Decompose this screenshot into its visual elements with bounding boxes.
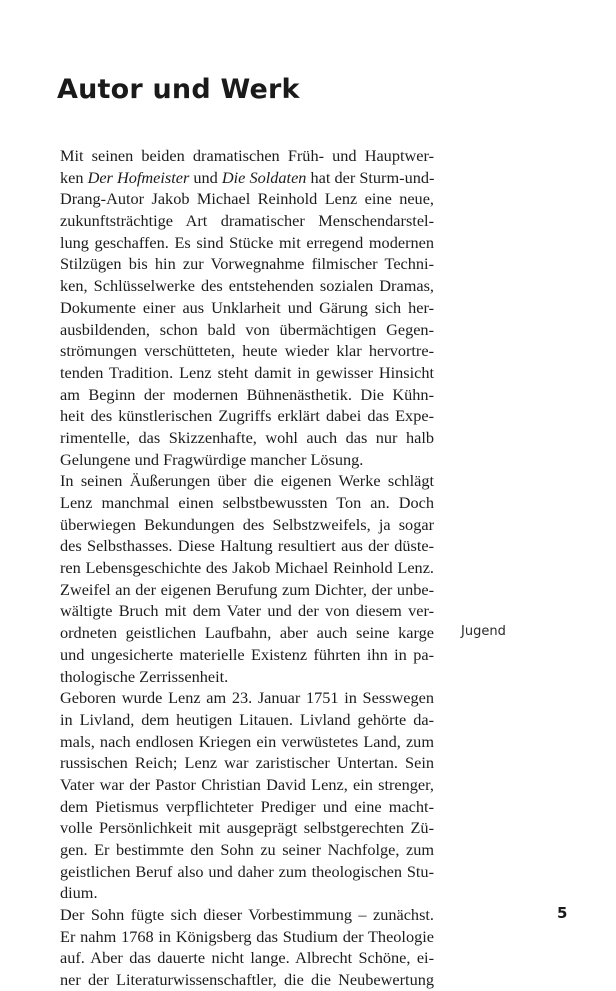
text-line: und ungesicherte materielle Existenz führten ihn in pa- (60, 644, 434, 664)
text-line: Er nahm 1768 in Königsberg das Studium der Theologie (60, 926, 434, 946)
text-line: dium. (60, 883, 98, 903)
text-line: Der Sohn fügte sich dieser Vorbestimmung – zunächst. (60, 905, 434, 925)
text-run: ken (60, 167, 88, 187)
chapter-heading: Autor und Werk (57, 74, 300, 105)
body-text (60, 145, 434, 991)
text-line: thologische Zerrissenheit. (60, 666, 229, 686)
work-title-hofmeister: Der Hofmeister (87, 167, 190, 187)
text-line: geistlichen Beruf also und daher zum theologischen Stu- (60, 861, 434, 881)
text-line: mals, nach endlosen Kriegen ein verwüstetes Land, zum (60, 731, 434, 751)
text-line: Geboren wurde Lenz am 23. Januar 1751 in Sesswegen (60, 688, 434, 708)
text-line: Drang-Autor Jakob Michael Reinhold Lenz eine neue, (60, 189, 434, 209)
text-line: lung geschaffen. Es sind Stücke mit erregend modernen (60, 232, 434, 252)
text-line: gen. Er bestimmte den Sohn zu seiner Nachfolge, zum (60, 840, 434, 859)
text-line: am Beginn der modernen Bühnenästhetik. Die Kühn- (60, 384, 434, 404)
text-line: Mit seinen beiden dramatischen Früh- und Hauptwer- (60, 146, 434, 165)
text-line: dem Pietismus verpflichteter Prediger und eine macht- (60, 796, 434, 816)
text-line: tenden Tradition. Lenz steht damit in gewisser Hinsicht (60, 362, 434, 382)
text-line: volle Persönlichkeit mit ausgeprägt selbstgerechten Zü- (60, 818, 434, 838)
text-line: überwiegen Bekundungen des Selbstzweifels, ja sogar (60, 514, 434, 534)
text-run: hat der Sturm-und- (306, 167, 435, 187)
text-line: Gelungene und Fragwürdige mancher Lösung. (60, 449, 364, 469)
text-line: ren Lebensgeschichte des Jakob Michael Reinhold Lenz. (60, 558, 434, 578)
text-line: rimentelle, das Skizzenhafte, wohl auch das nur halb (60, 427, 434, 447)
text-line: ner der Literaturwissenschaftler, die die Neubewertung (60, 970, 434, 990)
text-line: ordneten geistlichen Laufbahn, aber auch seine karge (60, 623, 434, 643)
text-line: auf. Aber das dauerte nicht lange. Albrecht Schöne, ei- (60, 948, 434, 968)
text-line: heit des künstlerischen Zugriffs erklärt dabei das Expe- (60, 406, 434, 426)
text-line: Dokumente einer aus Unklarheit und Gärung sich her- (60, 297, 434, 317)
text-line: In seinen Äußerungen über die eigenen Werke schlägt (60, 471, 434, 491)
text-line: des Selbsthasses. Diese Haltung resultiert aus der düste- (60, 536, 434, 556)
text-run: und (189, 167, 222, 187)
text-line: russischen Reich; Lenz war zaristischer Untertan. Sein (60, 753, 434, 773)
text-line: Lenz manchmal einen selbstbewussten Ton an. Doch (60, 493, 434, 512)
text-line: in Livland, dem heutigen Litauen. Livland gehörte da- (60, 709, 434, 729)
text-line: ausbildenden, schon bald von übermächtigen Gegen- (60, 319, 434, 339)
text-line: Zweifel an der eigenen Berufung zum Dichter, der unbe- (60, 579, 434, 599)
text-line: Vater war der Pastor Christian David Lenz, ein strenger, (60, 774, 434, 794)
text-line (60, 167, 434, 189)
text-line: strömungen verschütteten, heute wieder klar hervortre- (60, 341, 434, 361)
text-line: ken, Schlüsselwerke des entstehenden sozialen Dramas, (60, 276, 434, 296)
page-number: 5 (557, 904, 568, 922)
text-line: Stilzügen bis hin zur Vorwegnahme filmischer Techni- (60, 254, 434, 274)
text-line: wältigte Bruch mit dem Vater und der von diesem ver- (60, 601, 434, 621)
text-line: zukunftsträchtige Art dramatischer Menschendarstel- (60, 211, 434, 231)
work-title-soldaten: Die Soldaten (221, 167, 307, 187)
margin-note-jugend: Jugend (461, 624, 506, 639)
